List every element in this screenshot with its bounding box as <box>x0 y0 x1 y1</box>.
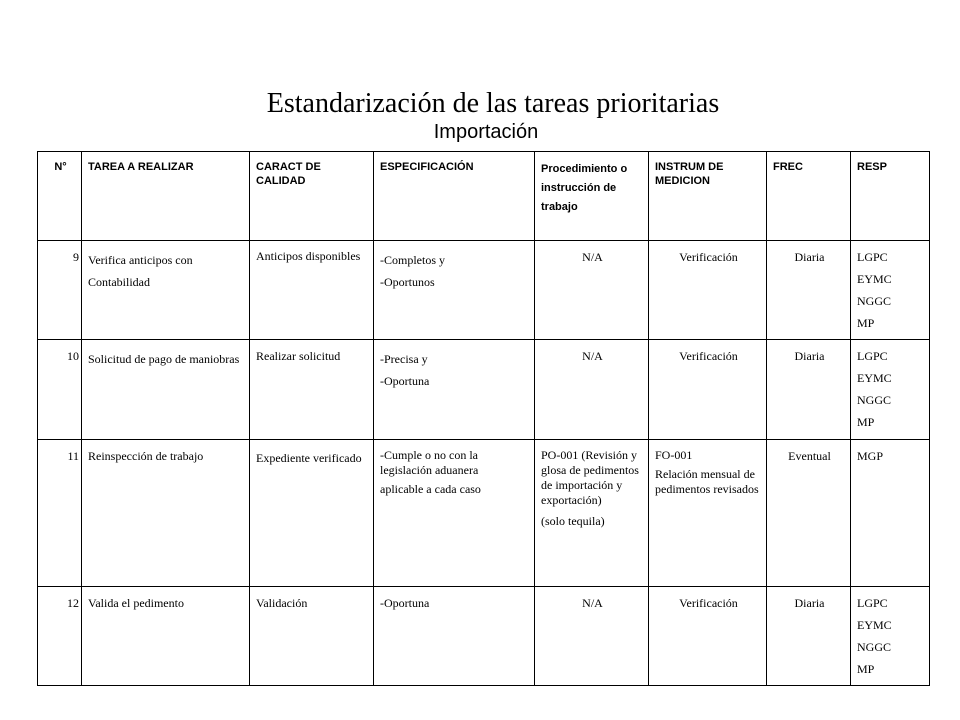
espec-line: -Oportuna <box>380 374 430 389</box>
cell-espec <box>374 340 535 439</box>
page-subtitle: Importación <box>433 121 539 143</box>
col-header-proc: Procedimiento o instrucción de trabajo <box>535 152 649 241</box>
resp-item: NGGC <box>857 294 892 308</box>
espec-line: -Cumple o no con la legislación aduanera <box>380 447 479 477</box>
resp-item: EYMC <box>857 272 892 286</box>
resp-item: MP <box>857 316 875 330</box>
col-header-espec: ESPECIFICACIÓN <box>374 152 535 241</box>
cell-num: 12 <box>38 586 82 685</box>
cell-frec: Diaria <box>767 586 851 685</box>
espec-line: aplicable a cada caso <box>380 481 481 496</box>
cell-caract: Anticipos disponibles <box>250 241 374 340</box>
cell-proc: N/A <box>535 241 649 340</box>
cell-proc <box>535 439 649 586</box>
cell-caract: Validación <box>250 586 374 685</box>
cell-proc: N/A <box>535 340 649 439</box>
resp-item: MP <box>857 415 875 430</box>
proc-line: (solo tequila) <box>541 513 605 528</box>
resp-item: EYMC <box>857 617 892 632</box>
cell-frec: Eventual <box>767 439 851 586</box>
resp-item: NGGC <box>857 393 892 408</box>
cell-num: 9 <box>38 241 82 340</box>
instrum-line: Relación mensual de pedimentos revisados <box>655 466 759 496</box>
cell-instrum: Verificación <box>649 241 767 340</box>
cell-instrum: Verificación <box>649 340 767 439</box>
cell-resp <box>851 241 930 340</box>
espec-line: -Precisa y <box>380 352 428 367</box>
table-row <box>38 241 930 340</box>
resp-item: MP <box>857 661 875 676</box>
header-row <box>38 152 930 241</box>
resp-item: LGPC <box>857 349 888 364</box>
cell-resp <box>851 439 930 586</box>
cell-caract: Realizar solicitud <box>250 340 374 439</box>
resp-item: EYMC <box>857 371 892 386</box>
espec-line: -Completos y <box>380 253 445 267</box>
col-header-caract: CARACT DE CALIDAD <box>250 152 374 241</box>
espec-line: -Oportunos <box>380 275 435 289</box>
col-header-frec: FREC <box>767 152 851 241</box>
cell-tarea: Verifica anticipos con Contabilidad <box>82 241 250 340</box>
cell-num: 11 <box>38 439 82 586</box>
cell-tarea: Solicitud de pago de maniobras <box>82 340 250 439</box>
cell-frec: Diaria <box>767 340 851 439</box>
resp-item: LGPC <box>857 250 888 264</box>
cell-espec <box>374 241 535 340</box>
cell-tarea: Reinspección de trabajo <box>82 439 250 586</box>
cell-instrum: Verificación <box>649 586 767 685</box>
cell-frec: Diaria <box>767 241 851 340</box>
table-row <box>38 439 930 586</box>
col-header-resp: RESP <box>851 152 930 241</box>
resp-item: NGGC <box>857 639 892 654</box>
resp-item: LGPC <box>857 595 888 610</box>
proc-line: PO-001 (Revisión y glosa de pedimentos de importación y exportación) <box>541 447 639 507</box>
cell-espec <box>374 439 535 586</box>
tasks-table <box>37 151 930 686</box>
resp-item: MGP <box>857 448 884 463</box>
cell-resp <box>851 340 930 439</box>
cell-instrum <box>649 439 767 586</box>
col-header-instrum: INSTRUM DE MEDICION <box>649 152 767 241</box>
table-row <box>38 340 930 439</box>
cell-caract: Expediente verificado <box>250 439 374 586</box>
espec-line: -Oportuna <box>380 595 430 610</box>
cell-proc: N/A <box>535 586 649 685</box>
cell-espec <box>374 586 535 685</box>
col-header-num: N° <box>38 152 82 241</box>
table-row <box>38 586 930 685</box>
col-header-tarea: TAREA A REALIZAR <box>82 152 250 241</box>
instrum-line: FO-001 <box>655 447 693 462</box>
cell-tarea: Valida el pedimento <box>82 586 250 685</box>
page-title: Estandarización de las tareas prioritarias <box>266 88 720 119</box>
cell-resp <box>851 586 930 685</box>
cell-num: 10 <box>38 340 82 439</box>
